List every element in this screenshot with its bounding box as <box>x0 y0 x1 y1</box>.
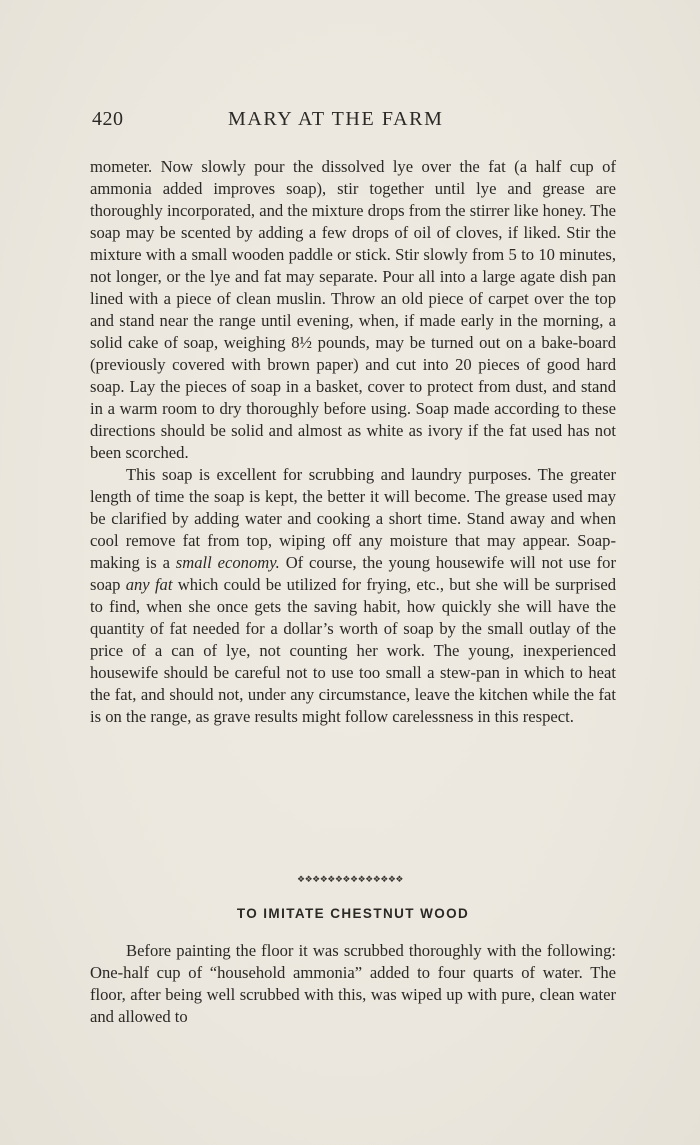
paragraph-soap-uses-text-b: Of course, the young housewife will not use for soap <box>90 553 616 594</box>
page-number: 420 <box>92 108 124 130</box>
italic-small-economy: small economy. <box>175 553 280 572</box>
body-text <box>90 156 616 728</box>
paragraph-soap-uses <box>90 464 616 728</box>
section-heading: TO IMITATE CHESTNUT WOOD <box>236 906 470 921</box>
paragraph-soap-uses-text-a: This soap is excellent for scrubbing and laundry purposes. The greater length of time the soap is kept, the better it will become. The grease used may be clarified by adding water and cooking a short time. Stand away and when cool remove fat from top, wiping off any moisture that may appear. Soap-making is a <box>90 465 616 572</box>
book-title: MARY AT THE FARM <box>228 108 444 130</box>
paragraph-soap-method <box>90 156 616 464</box>
paragraph-soap-method-text: mometer. Now slowly pour the dissolved lye over the fat (a half cup of ammonia added improves soap), stir together until lye and grease are thoroughly incorporated, and the mixture drops from the stirrer like honey. The soap may be scented by adding a few drops of oil of cloves, if liked. Stir the mixture with a small wooden paddle or stick. Stir slowly from 5 to 10 minutes, not longer, or the lye and fat may separate. Pour all into a large agate dish pan lined with a piece of clean muslin. Throw an old piece of carpet over the top and stand near the range until evening, when, if made early in the morning, a solid cake of soap, weighing 8½ pounds, may be turned out on a bake-board (previously covered with brown paper) and cut into 20 pieces of good hard soap. Lay the pieces of soap in a basket, cover to protect from dust, and stand in a warm room to dry thoroughly before using. Soap made according to these directions should be solid and almost as white as ivory if the fat used has not been scorched. <box>90 157 616 462</box>
paragraph-soap-uses-text-c: which could be utilized for frying, etc., but she will be surprised to find, when she once gets the saving habit, how quickly she will have the quantity of fat needed for a dollar’s worth of soap by the small outlay of the price of a can of lye, not counting her work. The young, inexperienced housewife should be careful not to use too small a stew-pan in which to heat the fat, and should not, under any circumstance, leave the kitchen while the fat is on the range, as grave results might follow carelessness in this respect. <box>90 575 616 726</box>
ornament-divider: ❖❖❖❖❖❖❖❖❖❖❖❖❖❖ <box>297 875 403 885</box>
paragraph-chestnut-wood: Before painting the floor it was scrubbed thoroughly with the following: One-half cup of “household ammonia” added to four quarts of water. The floor, after being well scrubbed with this, was wiped up with pure, clean water and allowed to <box>90 941 616 1026</box>
section-text <box>90 940 616 1028</box>
running-head <box>92 108 610 134</box>
italic-any-fat: any fat <box>125 575 173 594</box>
